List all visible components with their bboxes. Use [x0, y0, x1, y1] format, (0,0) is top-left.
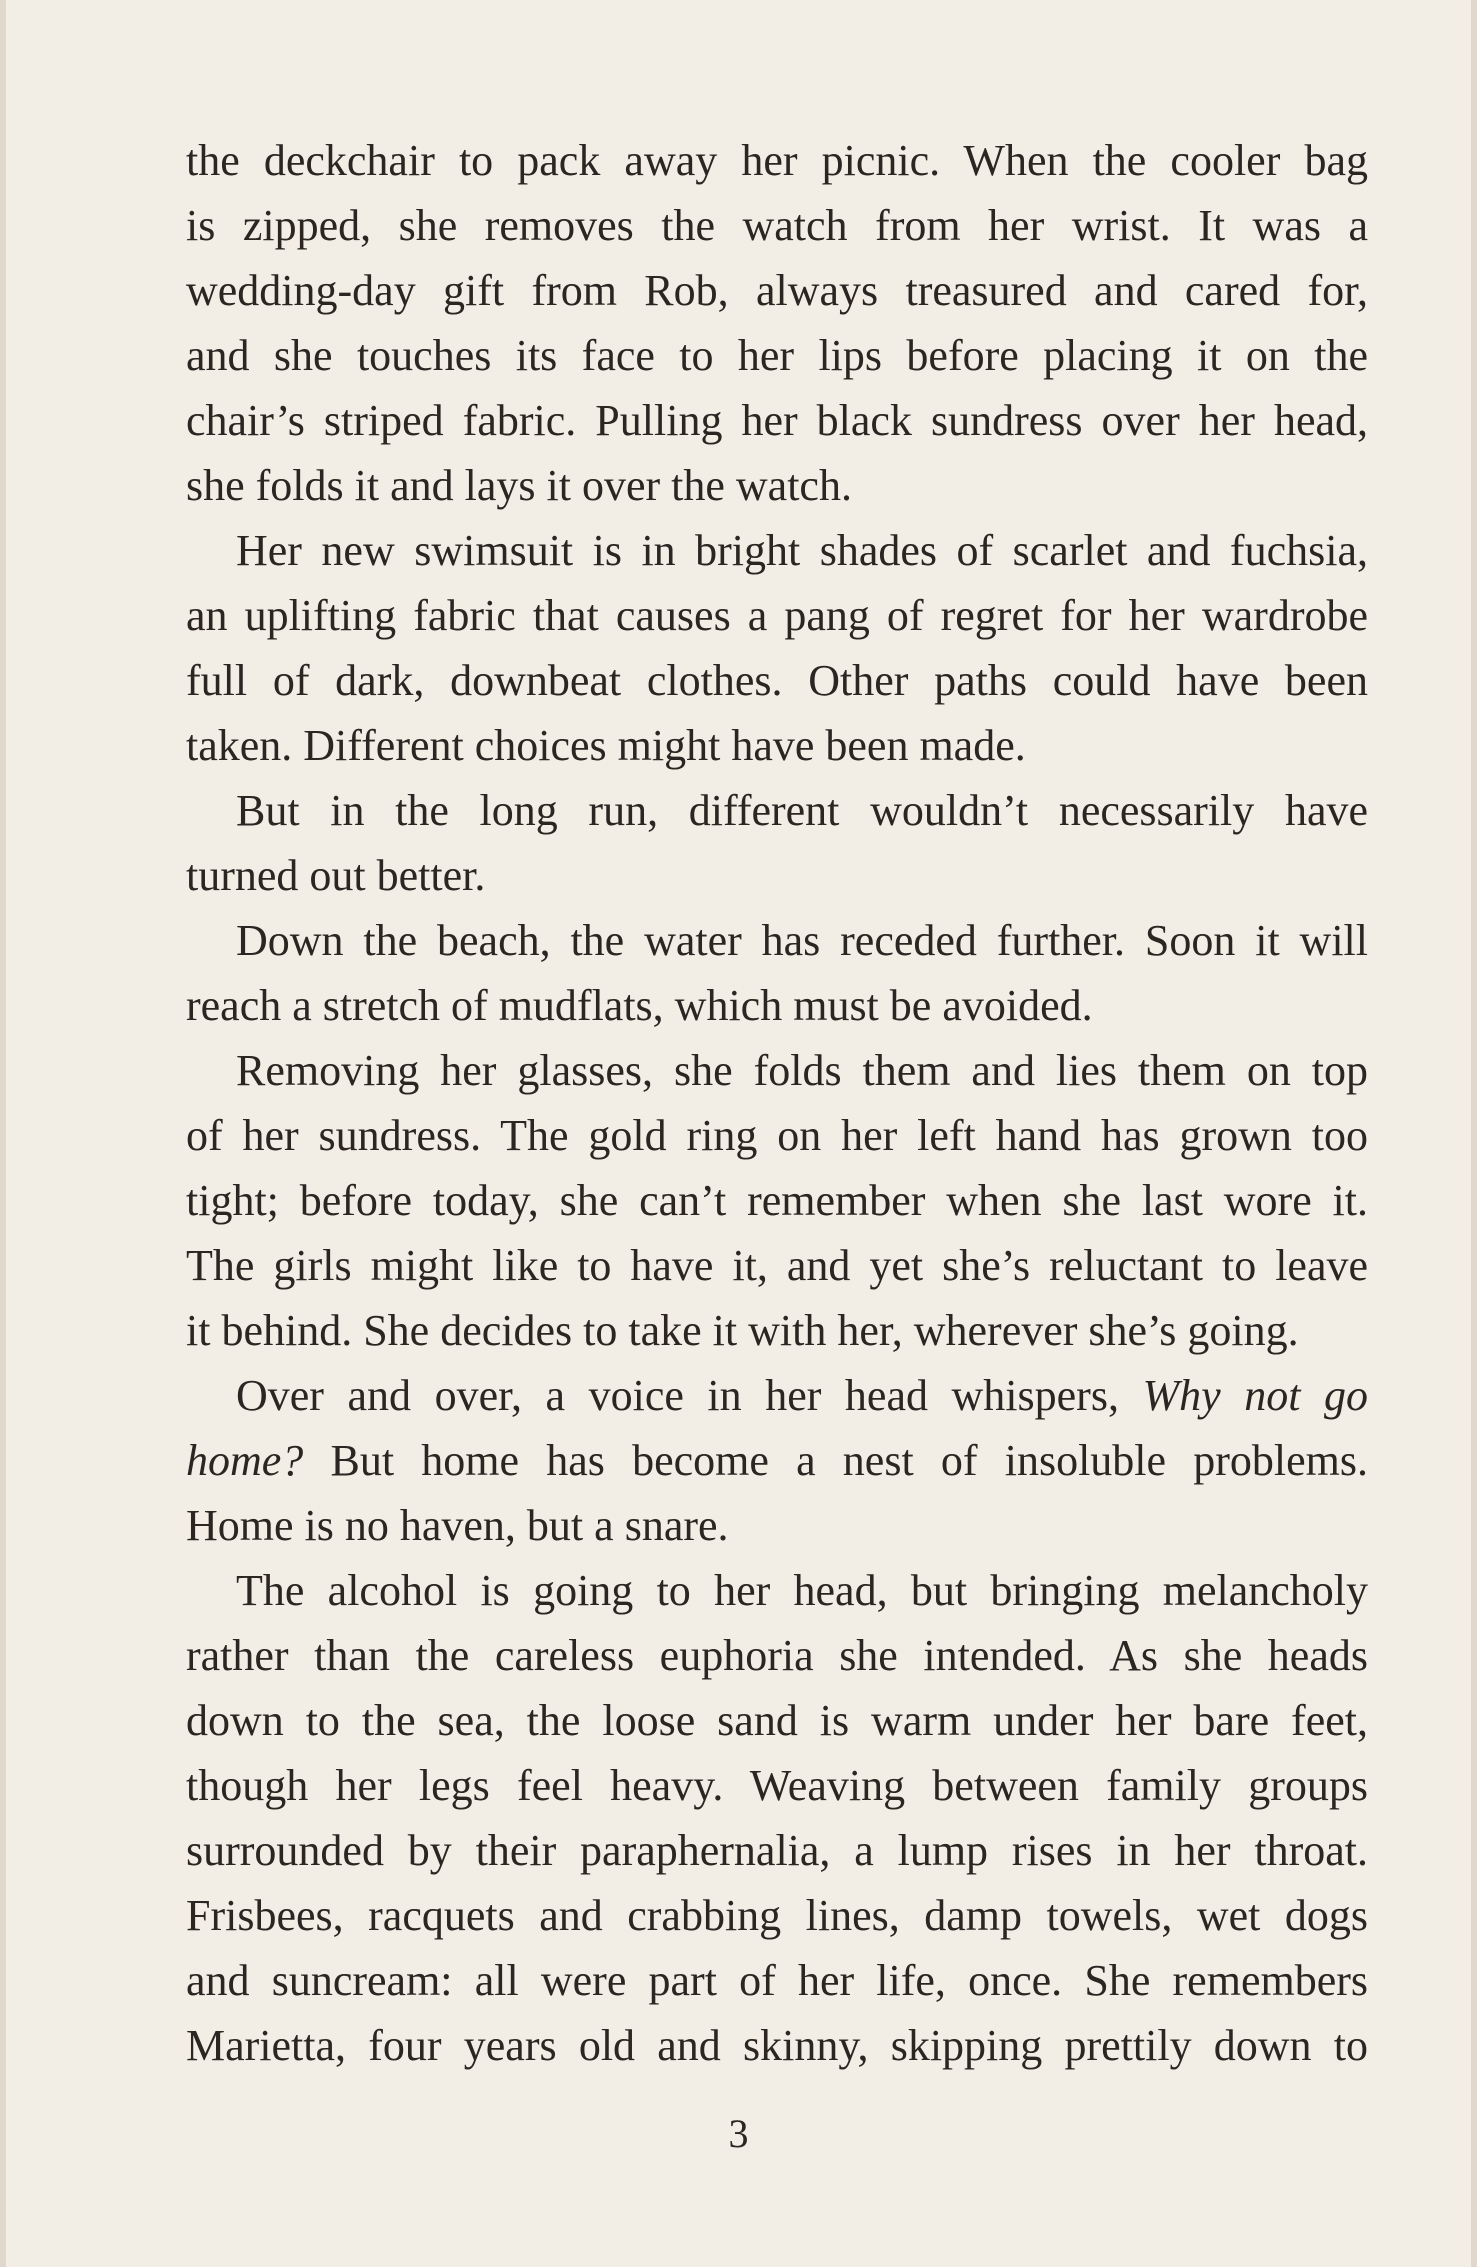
text-line [186, 1493, 1368, 1558]
page-number: 3 [728, 2111, 749, 2156]
text-line [186, 1233, 1368, 1298]
text-line [186, 128, 1368, 193]
line-text: But in the long run, different wouldn’t necessarily have [236, 786, 1368, 835]
line-text: Down the beach, the water has receded further. Soon it will [236, 916, 1368, 965]
line-text: wedding-day gift from Rob, always treasured and cared for, [186, 266, 1368, 315]
line-text: The alcohol is going to her head, but bringing melancholy [236, 1566, 1368, 1615]
scan-shadow-left [0, 0, 6, 2267]
line-text: taken. Different choices might have been made. [186, 721, 1026, 770]
text-line [186, 778, 1368, 843]
line-text: of her sundress. The gold ring on her left hand has grown too [186, 1111, 1368, 1160]
line-text: reach a stretch of mudflats, which must be avoided. [186, 981, 1093, 1030]
line-text: it behind. She decides to take it with her, wherever she’s going. [186, 1306, 1299, 1355]
text-line [186, 908, 1368, 973]
text-line [186, 1883, 1368, 1948]
text-line [186, 1038, 1368, 1103]
text-line [186, 1298, 1368, 1363]
line-text: turned out better. [186, 851, 486, 900]
line-text: is zipped, she removes the watch from her wrist. It was a [186, 201, 1368, 250]
line-text: though her legs feel heavy. Weaving between family groups [186, 1761, 1368, 1810]
text-line [186, 1623, 1368, 1688]
line-text: The girls might like to have it, and yet she’s reluctant to leave [186, 1241, 1368, 1290]
text-line [186, 453, 1368, 518]
text-line [186, 388, 1368, 453]
text-line [186, 1948, 1368, 2013]
text-line [186, 1428, 1368, 1493]
text-line [186, 973, 1368, 1038]
line-text: tight; before today, she can’t remember when she last wore it. [186, 1176, 1368, 1225]
line-text: Frisbees, racquets and crabbing lines, damp towels, wet dogs [186, 1891, 1368, 1940]
text-line [186, 648, 1368, 713]
line-text: she folds it and lays it over the watch. [186, 461, 852, 510]
text-line [186, 713, 1368, 778]
line-text: Her new swimsuit is in bright shades of scarlet and fuchsia, [236, 526, 1368, 575]
line-text: Over and over, a voice in her head whispers, [236, 1371, 1143, 1420]
line-text: full of dark, downbeat clothes. Other paths could have been [186, 656, 1368, 705]
line-text: Marietta, four years old and skinny, skipping prettily down to [186, 2021, 1368, 2070]
text-line [186, 583, 1368, 648]
text-line [186, 193, 1368, 258]
text-line [186, 518, 1368, 583]
line-text: chair’s striped fabric. Pulling her black sundress over her head, [186, 396, 1368, 445]
text-line [186, 843, 1368, 908]
body-text [186, 128, 1368, 2078]
line-text: Home is no haven, but a snare. [186, 1501, 729, 1550]
italic-text: Why not go [1142, 1371, 1368, 1420]
italic-text: home? [186, 1436, 304, 1485]
text-line [186, 1558, 1368, 1623]
scan-shadow-right [1471, 0, 1477, 2267]
text-line [186, 1168, 1368, 1233]
text-line [186, 258, 1368, 323]
line-text: rather than the careless euphoria she intended. As she heads [186, 1631, 1368, 1680]
text-line [186, 1103, 1368, 1168]
text-line [186, 2013, 1368, 2078]
line-text: down to the sea, the loose sand is warm under her bare feet, [186, 1696, 1368, 1745]
line-text: But home has become a nest of insoluble problems. [303, 1436, 1368, 1485]
text-line [186, 323, 1368, 388]
line-text: surrounded by their paraphernalia, a lump rises in her throat. [186, 1826, 1368, 1875]
line-text: and suncream: all were part of her life, once. She remembers [186, 1956, 1368, 2005]
text-line [186, 1753, 1368, 1818]
line-text: the deckchair to pack away her picnic. When the cooler bag [186, 136, 1368, 185]
line-text: and she touches its face to her lips before placing it on the [186, 331, 1368, 380]
line-text: Removing her glasses, she folds them and lies them on top [236, 1046, 1368, 1095]
text-line [186, 1688, 1368, 1753]
text-line [186, 1363, 1368, 1428]
line-text: an uplifting fabric that causes a pang of regret for her wardrobe [186, 591, 1368, 640]
text-line [186, 1818, 1368, 1883]
